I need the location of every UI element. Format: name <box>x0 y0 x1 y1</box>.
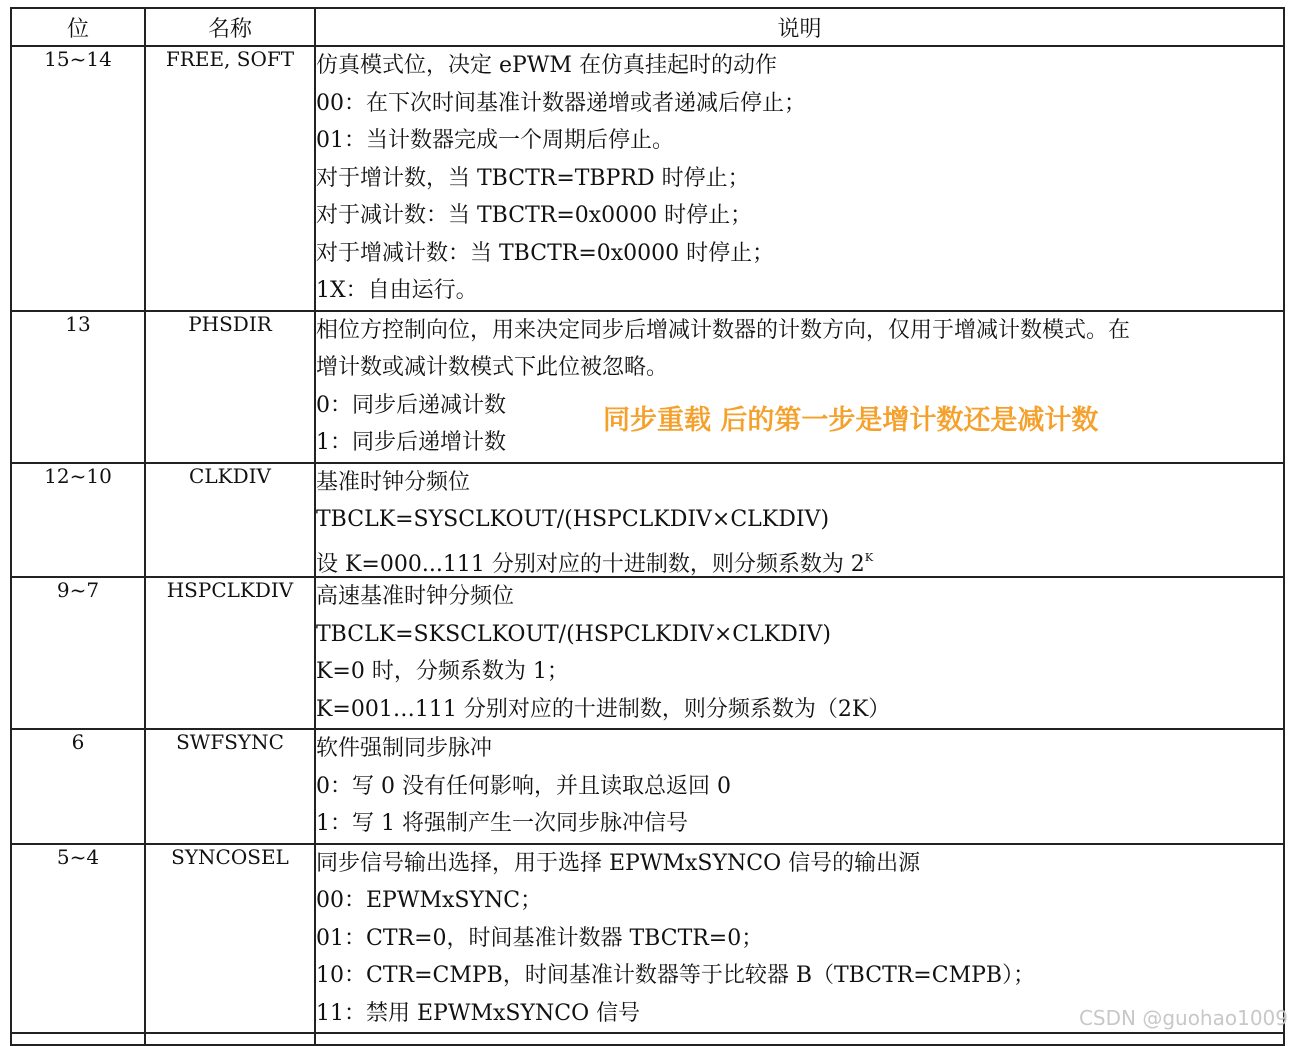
desc-line: 0：写 0 没有任何影响，并且读取总返回 0 <box>316 773 731 799</box>
name-cell: CLKDIV <box>145 463 315 578</box>
desc-line: K=001…111 分别对应的十进制数，则分频系数为（2K） <box>316 696 891 722</box>
desc-line: 高速基准时钟分频位 <box>316 584 515 609</box>
desc-cell <box>315 844 1284 1034</box>
bit-cell: 6 <box>11 729 145 844</box>
table-row <box>11 844 1284 1034</box>
desc-cell <box>315 311 1284 463</box>
desc-line: 00：在下次时间基准计数器递增或者递减后停止； <box>316 90 806 116</box>
desc-cell <box>315 729 1284 844</box>
name-cell: HSPCLKDIV <box>145 577 315 729</box>
table-row <box>11 463 1284 578</box>
desc-cell <box>315 46 1284 311</box>
name-cell: PHSDIR <box>145 311 315 463</box>
header-desc: 说明 <box>315 8 1284 46</box>
desc-line: 相位方控制向位，用来决定同步后增减计数器的计数方向，仅用于增减计数模式。在 <box>316 317 1131 343</box>
desc-line: 对于增减计数：当 TBCTR=0x0000 时停止； <box>316 240 775 266</box>
desc-line: K=0 时，分频系数为 1； <box>316 659 569 684</box>
name-cell: FREE, SOFT <box>145 46 315 311</box>
bit-cell: 9~7 <box>11 577 145 729</box>
register-table <box>10 7 1285 1046</box>
table-row-cut <box>11 1033 1284 1045</box>
bit-cell: 15~14 <box>11 46 145 311</box>
desc-line: 对于减计数：当 TBCTR=0x0000 时停止； <box>316 203 753 228</box>
name-cell: SWFSYNC <box>145 729 315 844</box>
watermark: CSDN @guohao1009 <box>1078 1006 1288 1030</box>
desc-line <box>316 539 1283 577</box>
bit-cell: 5~4 <box>11 844 145 1034</box>
table-row <box>11 46 1284 311</box>
annotation-note: 同步重载 后的第一步是增计数还是减计数 <box>603 405 1099 436</box>
desc-line: 1：同步后递增计数 <box>316 430 506 455</box>
desc-line: TBCLK=SYSCLKOUT/(HSPCLKDIV×CLKDIV) <box>316 507 830 532</box>
desc-line: 11：禁用 EPWMxSYNCO 信号 <box>316 1000 641 1026</box>
header-name: 名称 <box>145 8 315 46</box>
desc-line: 同步信号输出选择，用于选择 EPWMxSYNCO 信号的输出源 <box>316 850 921 876</box>
desc-line: 对于增计数，当 TBCTR=TBPRD 时停止； <box>316 165 750 191</box>
exponent: K <box>864 550 874 564</box>
desc-text: 设 K=000...111 分别对应的十进制数，则分频系数为 2 <box>316 551 865 577</box>
table-header-row <box>11 8 1284 46</box>
desc-line: 基准时钟分频位 <box>316 469 471 495</box>
table-row <box>11 729 1284 844</box>
desc-line: 10：CTR=CMPB，时间基准计数器等于比较器 B（TBCTR=CMPB）； <box>316 963 1036 988</box>
desc-cell <box>315 577 1284 729</box>
desc-line: 00：EPWMxSYNC； <box>316 888 543 913</box>
desc-line: 01：当计数器完成一个周期后停止。 <box>316 128 674 153</box>
desc-line: TBCLK=SKSCLKOUT/(HSPCLKDIV×CLKDIV) <box>316 621 831 647</box>
desc-line: 增计数或减计数模式下此位被忽略。 <box>316 355 669 380</box>
desc-line: 1X：自由运行。 <box>316 278 478 303</box>
name-cell: SYNCOSEL <box>145 844 315 1034</box>
desc-line: 软件强制同步脉冲 <box>316 736 493 761</box>
desc-cell <box>315 463 1284 578</box>
bit-cell: 13 <box>11 311 145 463</box>
desc-line: 1：写 1 将强制产生一次同步脉冲信号 <box>316 811 688 836</box>
table-row <box>11 311 1284 463</box>
desc-line: 01：CTR=0，时间基准计数器 TBCTR=0； <box>316 925 764 951</box>
header-bit: 位 <box>11 8 145 46</box>
bit-cell: 12~10 <box>11 463 145 578</box>
table-row <box>11 577 1284 729</box>
desc-line: 仿真模式位，决定 ePWM 在仿真挂起时的动作 <box>316 53 777 78</box>
desc-line: 0：同步后递减计数 <box>316 392 506 418</box>
